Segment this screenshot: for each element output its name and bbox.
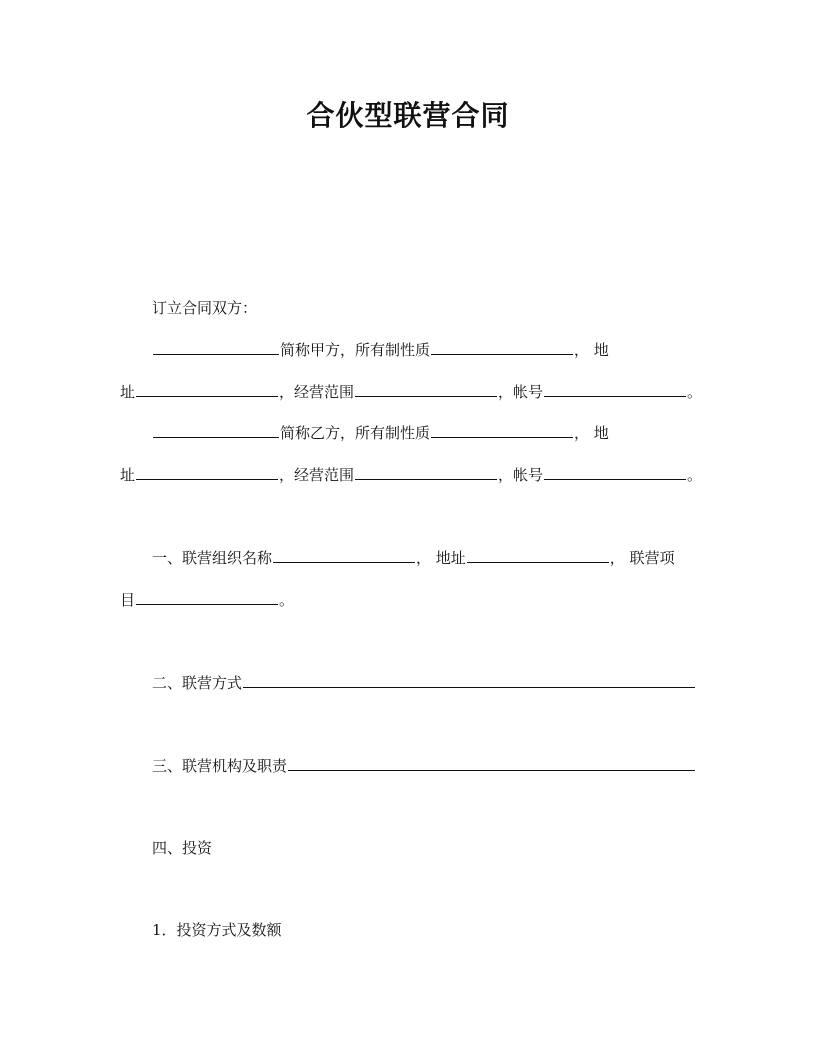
section-2-line bbox=[152, 670, 696, 694]
party-b-end: 。 bbox=[687, 466, 703, 484]
party-b-abbr-text: 简称乙方，所有制性质 bbox=[280, 424, 431, 442]
party-a-abbr-text: 简称甲方，所有制性质 bbox=[280, 341, 431, 359]
party-a-account-blank[interactable] bbox=[544, 379, 686, 397]
party-b-account-blank[interactable] bbox=[544, 462, 686, 480]
org-name-blank[interactable] bbox=[273, 545, 415, 563]
org-address-blank[interactable] bbox=[467, 545, 609, 563]
party-b-account-text: ，帐号 bbox=[498, 466, 544, 484]
party-a-address-blank[interactable] bbox=[136, 379, 278, 397]
intro-text: 订立合同双方： bbox=[152, 299, 258, 317]
section-2-label: 二、联营方式 bbox=[152, 674, 243, 692]
section-4-label: 四、投资 bbox=[152, 839, 213, 857]
section-3-line bbox=[152, 753, 696, 777]
item-1-line bbox=[152, 918, 282, 942]
party-a-account-text: ，帐号 bbox=[498, 383, 544, 401]
intro-line bbox=[152, 296, 257, 320]
party-b-business-blank[interactable] bbox=[355, 462, 497, 480]
party-b-business-text: ，经营范围 bbox=[279, 466, 355, 484]
joint-method-blank[interactable] bbox=[243, 670, 695, 688]
party-b-address-blank[interactable] bbox=[136, 462, 278, 480]
section-1-label: 一、联营组织名称 bbox=[152, 549, 273, 567]
party-b-line-1 bbox=[152, 420, 609, 444]
party-b-addr-suffix: ， 地 bbox=[574, 424, 609, 442]
party-a-ownership-blank[interactable] bbox=[431, 337, 573, 355]
party-a-business-blank[interactable] bbox=[355, 379, 497, 397]
section-3-label: 三、联营机构及职责 bbox=[152, 757, 288, 775]
org-duties-blank[interactable] bbox=[288, 753, 695, 771]
party-a-addr-suffix: ， 地 bbox=[574, 341, 609, 359]
section-4-line bbox=[152, 836, 212, 860]
section-1-project-text: ， 联营项 bbox=[609, 549, 675, 567]
page-title: 合伙型联营合同 bbox=[306, 99, 510, 132]
party-a-end: 。 bbox=[687, 383, 703, 401]
party-b-addr-prefix: 址 bbox=[120, 466, 136, 484]
party-a-business-text: ，经营范围 bbox=[279, 383, 355, 401]
party-a-addr-prefix: 址 bbox=[120, 383, 136, 401]
section-1-address-text: ， 地址 bbox=[416, 549, 466, 567]
party-b-ownership-blank[interactable] bbox=[431, 420, 573, 438]
party-a-name-blank[interactable] bbox=[153, 337, 279, 355]
section-1-project-cont: 目 bbox=[120, 591, 136, 609]
section-1-end: 。 bbox=[279, 591, 295, 609]
project-blank[interactable] bbox=[136, 587, 278, 605]
section-1-line-1 bbox=[152, 545, 675, 569]
section-1-line-2 bbox=[120, 587, 294, 611]
party-b-name-blank[interactable] bbox=[153, 420, 279, 438]
item-1-label: 1．投资方式及数额 bbox=[152, 921, 282, 939]
party-a-line-2 bbox=[120, 379, 702, 403]
party-b-line-2 bbox=[120, 462, 702, 486]
party-a-line-1 bbox=[152, 337, 609, 361]
